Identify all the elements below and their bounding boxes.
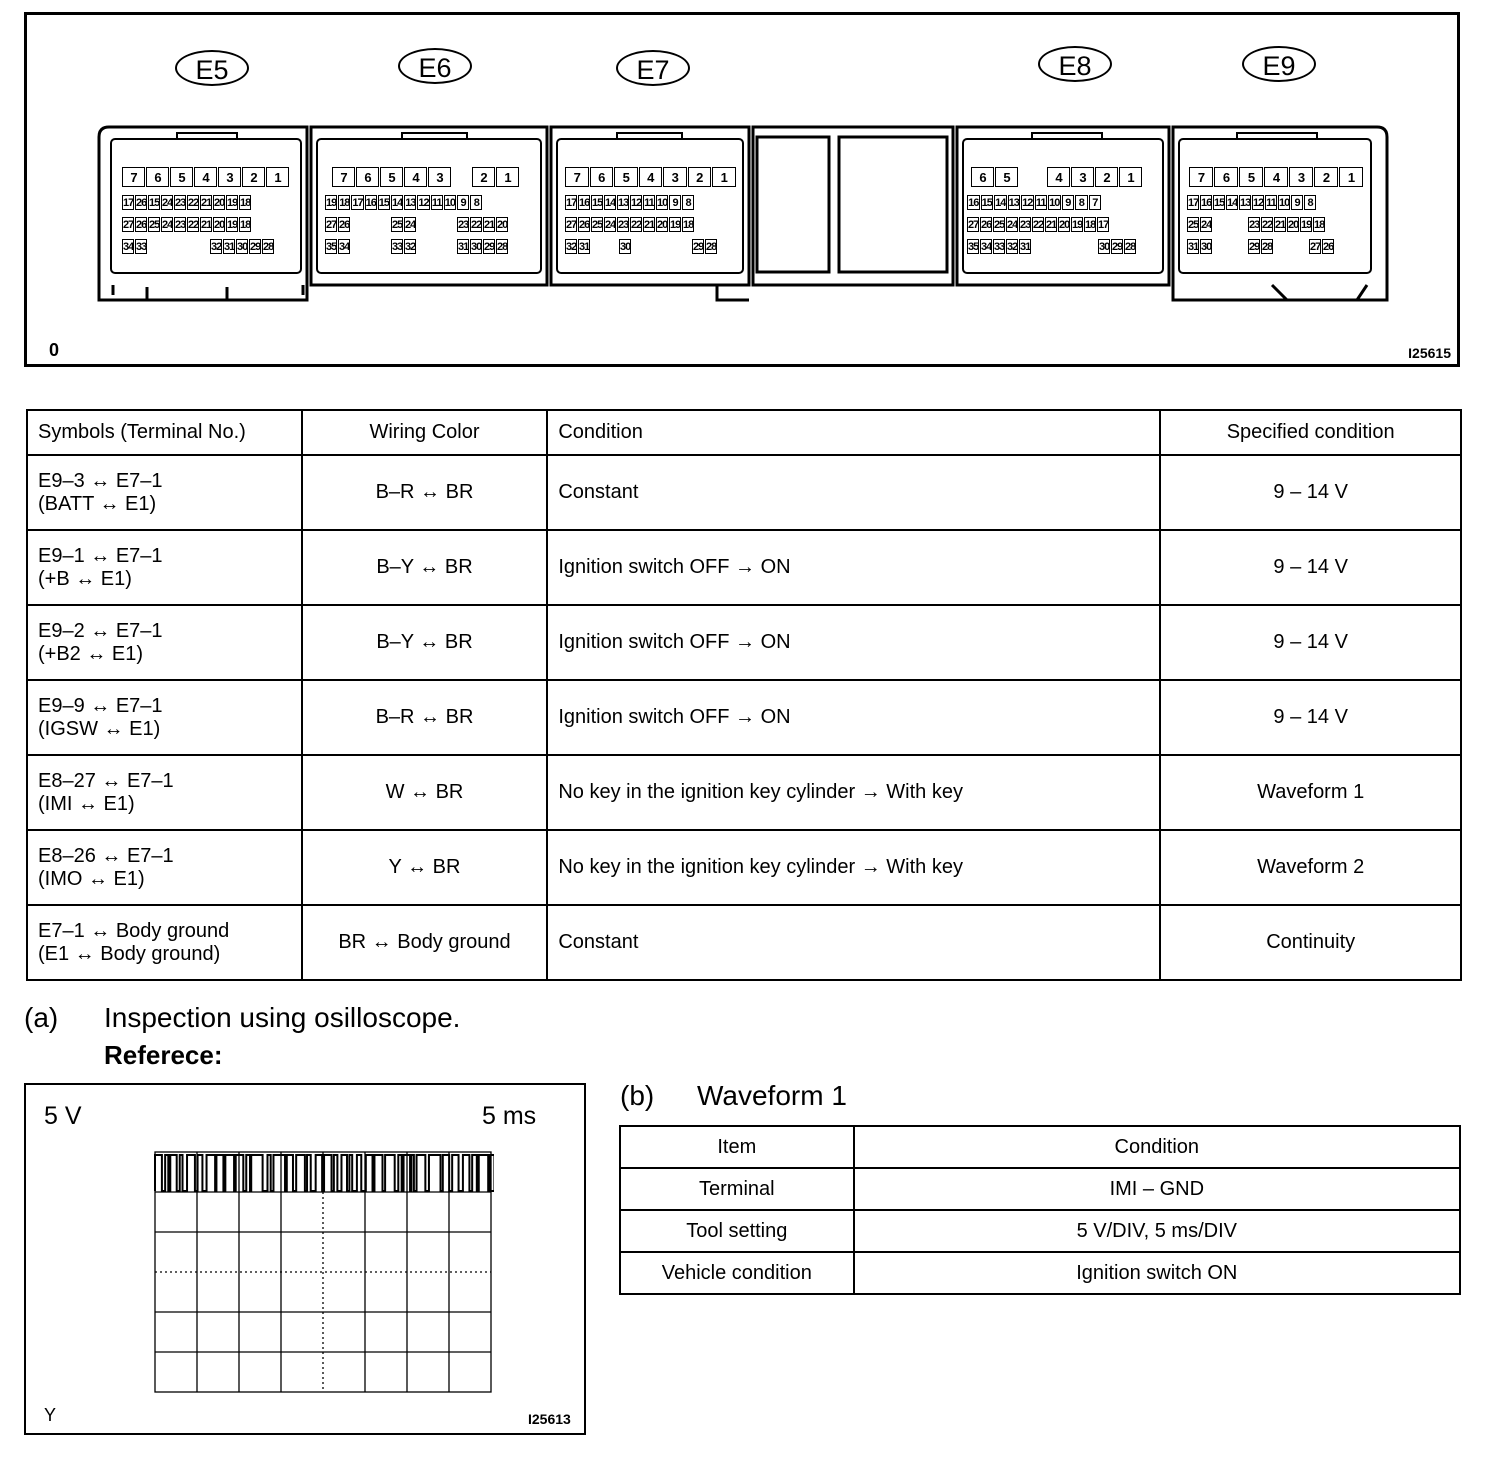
pin-e5: 19 — [227, 219, 238, 231]
table-row — [620, 1210, 1460, 1252]
pin-e8: 35 — [968, 241, 979, 253]
corner-label: 0 — [49, 340, 60, 360]
terminal-table — [26, 409, 1462, 981]
spec-cell: Waveform 2 — [1160, 830, 1461, 905]
pin-e9: 20 — [1288, 219, 1299, 231]
pin-e8: 2 — [1095, 167, 1118, 187]
pin-e7: 19 — [670, 219, 681, 231]
connector-label-e8: E8 — [1038, 46, 1112, 82]
pin-e8: 26 — [981, 219, 992, 231]
pin-e7: 21 — [644, 219, 655, 231]
spec-cell: 9 – 14 V — [1160, 605, 1461, 680]
section-b-marker: (b) — [620, 1080, 655, 1111]
pin-e8: 10 — [1049, 197, 1060, 209]
section-a-subtext: Referece: — [104, 1040, 223, 1070]
pin-e6: 5 — [380, 167, 403, 187]
pin-e5: 5 — [170, 167, 193, 187]
pin-e5: 33 — [136, 241, 147, 253]
pin-e5: 17 — [123, 197, 134, 209]
pin-e6: 7 — [332, 167, 355, 187]
wiring-cell: W ↔ BR — [302, 755, 548, 830]
pin-e5: 23 — [175, 219, 186, 231]
pin-e8: 21 — [1046, 219, 1057, 231]
pin-e6: 22 — [471, 219, 482, 231]
pin-e9: 29 — [1249, 241, 1260, 253]
pin-e8: 25 — [994, 219, 1005, 231]
table-row — [27, 755, 1461, 830]
pin-e6: 11 — [431, 197, 442, 209]
connector-label-e5: E5 — [175, 50, 249, 86]
pin-e5: 24 — [162, 197, 173, 209]
pin-e8: 11 — [1035, 197, 1046, 209]
pin-e9: 5 — [1239, 167, 1263, 187]
pin-e9: 30 — [1201, 241, 1212, 253]
pin-e8: 13 — [1008, 197, 1019, 209]
pin-e6: 25 — [392, 219, 403, 231]
symbol-terminal: E9–3 ↔ E7–1 — [38, 469, 163, 492]
section-b-title: Waveform 1 — [697, 1080, 847, 1111]
item-cell: Vehicle condition — [620, 1252, 854, 1294]
condition-cell: Constant — [547, 905, 1160, 980]
pin-e7: 20 — [657, 219, 668, 231]
pin-e6: 19 — [326, 197, 337, 209]
table-row — [27, 530, 1461, 605]
pin-e7: 8 — [682, 195, 694, 210]
pin-e9: 9 — [1291, 195, 1303, 210]
pin-e7: 24 — [605, 219, 616, 231]
item-cell: Tool setting — [620, 1210, 854, 1252]
pin-e6: 15 — [378, 197, 390, 209]
symbol-name: (E1 ↔ Body ground) — [38, 942, 221, 965]
spec-cell: 9 – 14 V — [1160, 530, 1461, 605]
wiring-cell: Y ↔ BR — [302, 830, 548, 905]
section-a-text: Inspection using osilloscope. — [104, 1002, 461, 1033]
pin-e8: 23 — [1020, 219, 1031, 231]
pin-e7: 10 — [657, 197, 668, 209]
pin-e7: 5 — [614, 167, 638, 187]
pin-e5: 2 — [242, 167, 265, 187]
header-item: Item — [620, 1126, 854, 1168]
pin-e5: 3 — [218, 167, 241, 187]
symbol-cell — [27, 680, 302, 755]
pin-e9: 7 — [1189, 167, 1213, 187]
pin-e9: 18 — [1314, 219, 1325, 231]
pin-e5: 21 — [201, 219, 212, 231]
pin-e6: 30 — [471, 241, 482, 253]
pin-e5: 15 — [149, 197, 160, 209]
pin-e8: 14 — [995, 197, 1006, 209]
symbol-cell — [27, 605, 302, 680]
pin-e8: 20 — [1059, 219, 1070, 231]
pin-e7: 16 — [579, 197, 590, 209]
pin-e6: 28 — [497, 241, 508, 253]
pin-e5: 27 — [123, 219, 134, 231]
symbol-name: (BATT ↔ E1) — [38, 492, 157, 515]
pin-e6: 18 — [339, 197, 350, 209]
pin-e7: 22 — [631, 219, 642, 231]
pin-e8: 34 — [981, 241, 992, 253]
pin-e9: 19 — [1301, 219, 1312, 231]
pin-e6: 26 — [339, 219, 350, 231]
pin-e9: 4 — [1264, 167, 1288, 187]
pin-e5: 18 — [240, 219, 251, 231]
connector-label-e7: E7 — [616, 50, 690, 86]
pin-e8: 6 — [971, 167, 994, 187]
scope-figure-id: I25613 — [528, 1411, 571, 1427]
pin-e8: 5 — [995, 167, 1018, 187]
waveform-table — [619, 1125, 1461, 1295]
pin-e7: 27 — [566, 219, 577, 231]
pin-e7: 17 — [566, 197, 577, 209]
condition-cell: Constant — [547, 455, 1160, 530]
pin-e9: 1 — [1339, 167, 1363, 187]
pin-e9: 22 — [1262, 219, 1273, 231]
pin-e5: 4 — [194, 167, 217, 187]
pin-e8: 33 — [994, 241, 1005, 253]
pin-e5: 30 — [237, 241, 248, 253]
wiring-cell: B–Y ↔ BR — [302, 605, 548, 680]
pin-e6: 31 — [458, 241, 469, 253]
pin-e6: 32 — [405, 241, 416, 253]
pin-e6: 8 — [470, 195, 482, 210]
pin-e5: 20 — [214, 219, 225, 231]
table-row — [27, 605, 1461, 680]
wiring-cell: B–R ↔ BR — [302, 680, 548, 755]
header-symbols: Symbols (Terminal No.) — [27, 410, 302, 455]
pin-e7: 31 — [579, 241, 590, 253]
connector-label-e6: E6 — [398, 48, 472, 84]
pin-e6: 29 — [484, 241, 495, 253]
scope-corner-label: Y — [44, 1405, 57, 1425]
condition-cell: No key in the ignition key cylinder → With key — [547, 830, 1160, 905]
symbol-terminal: E8–27 ↔ E7–1 — [38, 769, 174, 792]
pin-e7: 30 — [620, 241, 631, 253]
pin-e7: 1 — [712, 167, 736, 187]
wiring-cell: B–Y ↔ BR — [302, 530, 548, 605]
table-row — [27, 455, 1461, 530]
pin-e7: 3 — [663, 167, 687, 187]
header-specified-condition: Specified condition — [1160, 410, 1461, 455]
symbol-terminal: E8–26 ↔ E7–1 — [38, 844, 174, 867]
pin-e6: 35 — [326, 241, 337, 253]
pin-e6: 10 — [444, 197, 456, 209]
condition-cell: No key in the ignition key cylinder → With key — [547, 755, 1160, 830]
pin-e8: 31 — [1020, 241, 1031, 253]
pin-e9: 10 — [1279, 197, 1290, 209]
pin-e8: 9 — [1062, 195, 1075, 210]
pin-e7: 23 — [618, 219, 629, 231]
pin-e6: 17 — [352, 197, 363, 209]
pin-e8: 30 — [1099, 241, 1110, 253]
pin-e6: 9 — [457, 195, 469, 210]
condition-cell: Ignition switch ON — [854, 1252, 1460, 1294]
pin-e6: 20 — [497, 219, 508, 231]
pin-e8: 1 — [1119, 167, 1142, 187]
condition-cell: Ignition switch OFF → ON — [547, 530, 1160, 605]
pin-e8: 16 — [968, 197, 979, 209]
symbol-name: (IMO ↔ E1) — [38, 867, 145, 890]
pin-e7: 25 — [592, 219, 603, 231]
pin-e9: 14 — [1227, 197, 1238, 209]
spec-cell: 9 – 14 V — [1160, 455, 1461, 530]
pin-e7: 11 — [644, 197, 654, 209]
pin-e9: 16 — [1201, 197, 1212, 209]
scope-volt-label: 5 V — [44, 1102, 82, 1130]
condition-cell: Ignition switch OFF → ON — [547, 680, 1160, 755]
scope-time-label: 5 ms — [482, 1102, 537, 1130]
item-cell: Terminal — [620, 1168, 854, 1210]
pin-e5: 25 — [149, 219, 160, 231]
connector-diagram — [24, 12, 1460, 367]
pin-e8: 15 — [981, 197, 992, 209]
pin-e5: 26 — [136, 197, 147, 209]
pin-e9: 24 — [1201, 219, 1212, 231]
symbol-cell — [27, 905, 302, 980]
pin-e8: 7 — [1089, 195, 1102, 210]
pin-e6: 23 — [458, 219, 469, 231]
symbol-terminal: E9–1 ↔ E7–1 — [38, 544, 163, 567]
pin-e9: 25 — [1188, 219, 1199, 231]
pin-e8: 12 — [1022, 197, 1033, 209]
oscilloscope-screen — [24, 1083, 586, 1435]
pin-e5: 21 — [201, 197, 212, 209]
pin-e7: 6 — [590, 167, 614, 187]
pin-e7: 26 — [579, 219, 590, 231]
pin-e6: 27 — [326, 219, 337, 231]
scope-graticule — [154, 1151, 494, 1396]
symbol-cell — [27, 830, 302, 905]
pin-e6: 21 — [484, 219, 495, 231]
condition-cell: 5 V/DIV, 5 ms/DIV — [854, 1210, 1460, 1252]
pin-e7: 29 — [693, 241, 704, 253]
pin-e6: 24 — [405, 219, 416, 231]
symbol-cell — [27, 455, 302, 530]
pin-e6: 6 — [356, 167, 379, 187]
pin-e8: 19 — [1072, 219, 1083, 231]
pin-e7: 32 — [566, 241, 577, 253]
pin-e9: 2 — [1314, 167, 1338, 187]
pin-e9: 21 — [1275, 219, 1286, 231]
connector-label-e9: E9 — [1242, 46, 1316, 82]
symbol-cell — [27, 755, 302, 830]
figure-id: I25615 — [1408, 345, 1451, 361]
pin-e6: 3 — [428, 167, 451, 187]
pin-e5: 6 — [146, 167, 169, 187]
symbol-name: (IGSW ↔ E1) — [38, 717, 161, 740]
pin-e5: 18 — [240, 197, 251, 209]
pin-e8: 18 — [1085, 219, 1096, 231]
pin-e6: 34 — [339, 241, 350, 253]
pin-e5: 22 — [188, 219, 199, 231]
pin-e6: 12 — [418, 197, 429, 209]
spec-cell: Continuity — [1160, 905, 1461, 980]
pin-e7: 18 — [683, 219, 694, 231]
pin-e8: 27 — [968, 219, 979, 231]
header-condition: Condition — [854, 1126, 1460, 1168]
pin-e9: 11 — [1266, 197, 1276, 209]
pin-e6: 1 — [496, 167, 519, 187]
pin-e9: 27 — [1310, 241, 1321, 253]
table-row — [27, 830, 1461, 905]
pin-e8: 24 — [1007, 219, 1018, 231]
condition-cell: IMI – GND — [854, 1168, 1460, 1210]
pin-e7: 2 — [688, 167, 712, 187]
pin-e7: 4 — [639, 167, 663, 187]
pin-e7: 9 — [669, 195, 681, 210]
pin-e9: 17 — [1188, 197, 1199, 209]
symbol-terminal: E9–2 ↔ E7–1 — [38, 619, 163, 642]
pin-e8: 22 — [1033, 219, 1044, 231]
pin-e5: 31 — [224, 241, 235, 253]
table-row — [27, 905, 1461, 980]
pin-e9: 26 — [1323, 241, 1334, 253]
pin-e7: 28 — [706, 241, 717, 253]
pin-e7: 7 — [565, 167, 589, 187]
pin-e6: 33 — [392, 241, 403, 253]
spec-cell: 9 – 14 V — [1160, 680, 1461, 755]
waveform-trace — [155, 1155, 494, 1191]
pin-e7: 15 — [592, 197, 603, 209]
pin-e5: 23 — [175, 197, 186, 209]
pin-e7: 14 — [605, 197, 616, 209]
pin-e9: 12 — [1253, 197, 1264, 209]
pin-e6: 2 — [472, 167, 495, 187]
pin-e6: 4 — [404, 167, 427, 187]
symbol-name: (+B2 ↔ E1) — [38, 642, 144, 665]
table-row — [620, 1252, 1460, 1294]
connector-housing — [27, 15, 1457, 365]
pin-e7: 12 — [631, 197, 642, 209]
table-header-row — [27, 410, 1461, 455]
pin-e8: 8 — [1075, 195, 1088, 210]
pin-e5: 22 — [188, 197, 199, 209]
pin-e5: 7 — [122, 167, 145, 187]
pin-e5: 29 — [250, 241, 261, 253]
wiring-cell: B–R ↔ BR — [302, 455, 548, 530]
pin-e9: 8 — [1304, 195, 1316, 210]
table-row — [620, 1168, 1460, 1210]
pin-e9: 13 — [1240, 197, 1251, 209]
table-row — [27, 680, 1461, 755]
symbol-name: (IMI ↔ E1) — [38, 792, 135, 815]
pin-e9: 31 — [1188, 241, 1199, 253]
pin-e9: 15 — [1214, 197, 1225, 209]
pin-e5: 19 — [227, 197, 238, 209]
header-wiring-color: Wiring Color — [302, 410, 548, 455]
pin-e5: 26 — [136, 219, 147, 231]
pin-e8: 32 — [1007, 241, 1018, 253]
header-condition: Condition — [547, 410, 1160, 455]
pin-e8: 29 — [1112, 241, 1123, 253]
waveform-table-header — [620, 1126, 1460, 1168]
pin-e5: 1 — [266, 167, 289, 187]
symbol-cell — [27, 530, 302, 605]
pin-e6: 16 — [365, 197, 376, 209]
symbol-terminal: E7–1 ↔ Body ground — [38, 919, 230, 942]
pin-e9: 3 — [1289, 167, 1313, 187]
pin-e5: 34 — [123, 241, 134, 253]
pin-e5: 32 — [211, 241, 222, 253]
pin-e8: 4 — [1047, 167, 1070, 187]
pin-e9: 6 — [1214, 167, 1238, 187]
section-a-marker: (a) — [24, 1002, 59, 1033]
pin-e5: 24 — [162, 219, 173, 231]
pin-e9: 28 — [1262, 241, 1273, 253]
pin-e8: 17 — [1098, 219, 1109, 231]
pin-e5: 20 — [214, 197, 225, 209]
pin-e5: 28 — [263, 241, 274, 253]
pin-e9: 23 — [1249, 219, 1260, 231]
pin-e6: 14 — [392, 197, 403, 209]
symbol-terminal: E9–9 ↔ E7–1 — [38, 694, 163, 717]
wiring-cell: BR ↔ Body ground — [302, 905, 548, 980]
pin-e8: 28 — [1125, 241, 1136, 253]
symbol-name: (+B ↔ E1) — [38, 567, 132, 590]
pin-e6: 13 — [405, 197, 416, 209]
condition-cell: Ignition switch OFF → ON — [547, 605, 1160, 680]
spec-cell: Waveform 1 — [1160, 755, 1461, 830]
pin-e8: 3 — [1071, 167, 1094, 187]
pin-e7: 13 — [618, 197, 629, 209]
